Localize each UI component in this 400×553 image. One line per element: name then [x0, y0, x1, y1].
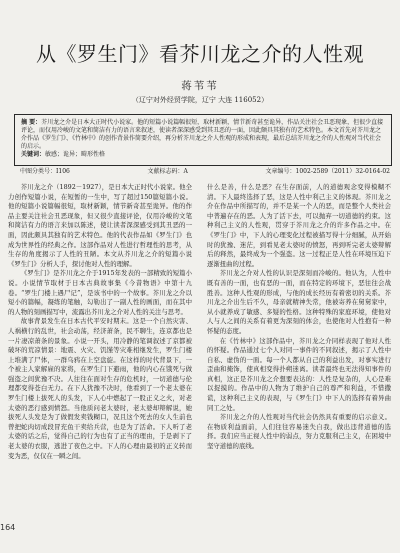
abstract-text: 芥川龙之介是日本大正时代小说家。他的短篇小说篇幅很短，取材新颖，情节新奇甚至诡异，作品关注社会丑恶现象，但很少直接评论，而仅用冷峻的文笔和简洁有力的语言来叙述，使读者深深感受到其丑恶的一面，因此颇具其独有的艺术特色。本文首先对芥川龙之介作品《罗生门》、《竹林中》的创作背景作简要介绍，再分析芥川龙之介人性观的形成和表现，最后总结芥川龙之介的人性观对当代社会的启示。	[21, 119, 384, 150]
keywords-label: 关键词：	[21, 151, 46, 158]
body-column-right	[207, 183, 391, 548]
keywords-line	[21, 151, 385, 159]
body-paragraph: 芥川龙之介的人性观对当代社会仍然具有重要的启示意义。在物质利益面前，人们往往容易迷失自我，做出违背道德的选择。我们应当正视人性中的弱点，努力克服利己主义，在困境中坚守道德的底线。	[207, 413, 391, 451]
clc-number: 中图分类号：I106	[20, 168, 70, 175]
body-paragraph: 《罗生门》是芥川龙之介于1915年发表的一部精致的短篇小说。小说情节取材于日本古典故事集《今昔物语》中第十九卷。“罗生门楼上遇尸记”，是该书中的一个故事。芥川龙之介以短小的篇幅，凝练的笔触，勾勒出了一副人性的画面，而在其中的人物的刻画描写中，流露出芥川龙之介对人性的关注与思考。	[8, 269, 192, 316]
body-paragraph: 什么是善，什么是恶？在生存面前，人的道德观念变得模糊不清。下人最终选择了恶，这是人性中利己主义的体现。芥川龙之介在作品中所描写的，并不是某一个人的恶，而是整个人类社会中普遍存在的恶。人为了活下去，可以抛弃一切道德的约束。这种利己主义的人性观，贯穿于芥川龙之介的许多作品之中。在《罗生门》中，下人的心理变化过程被描写得十分细腻，从开始时的犹豫、迷茫，到看见老太婆时的愤怒，再到听完老太婆辩解后的释然，最终成为一个强盗。这一过程正是人性在环境压迫下逐渐扭曲的过程。	[207, 183, 391, 268]
body-column-left	[8, 183, 192, 548]
author-name: 蒋苇苇	[181, 80, 219, 92]
body-paragraph: 芥川龙之介（1892－1927），是日本大正时代小说家。他全力创作短篇小说，在短暂的一生中，写了超过150篇短篇小说。他的短篇小说篇幅很短，取材新颖，情节新奇甚至诡异。他的作品主要关注社会丑恶现象，但又很少直接评论，仅用冷峻的文笔和简洁有力的语言来加以陈述，使让读者深深感受到其丑恶的一面，因此颇具其独有的艺术特色。他的代表作品如《罗生门》也成为世界性的经典之作。这部作品对人性进行哲理性的思考，从生存的角度揭示了人性的丑陋。本文从芥川龙之介的短篇小说《罗生门》分析人手，探讨他对人性的理解。	[8, 183, 192, 268]
abstract-paragraph	[21, 119, 385, 151]
body-paragraph: 在《竹林中》这部作品中，芥川龙之介同样表现了他对人性的怀疑。作品通过七个人对同一事件的不同叙述，揭示了人性中自私、虚伪的一面。每一个人都从自己的利益出发，对事实进行歪曲和掩饰，使真相变得扑朔迷离。读者最终也无法得知事件的真相，这正是芥川龙之介想要表达的：人性是复杂的，人心是难以捉摸的。作品中的人物为了维护自己的尊严和利益，不惜撒谎，这种利己主义的表现，与《罗生门》中下人的选择有着异曲同工之处。	[207, 336, 391, 412]
abstract-label: 摘 要：	[21, 119, 42, 126]
article-title: 从《罗生门》看芥川龙之介的人性观	[36, 42, 364, 66]
keywords-text: 敏感；诡异；畸形性格	[45, 151, 106, 158]
document-code: 文献标志码：A	[147, 168, 188, 175]
page-number: 164	[0, 523, 16, 532]
body-paragraph: 故事背景发生在日本古代平安时期末。这是一个自然灾害、人祸横行的乱世，社会动荡，经济萧条，民不聊生，连京都也是一片凄凉萧条的景象。小说一开头，用冷静的笔调叙述了京都被破坏的荒凉情景：地震、火灾、饥馑等灾难相继发生，罗生门楼上堆满了尸体，一群乌鸦在上空盘旋。在这样的时代背景下，一个被主人家解雇的家将，在罗生门下避雨，他的内心在饿死与做强盗之间犹豫不决。人往往在面对生存的危机时，一切道德与伦理都变得苍白无力。在下人犹豫不决时，他看到了一个老太婆在罗生门楼上拔死人的头发，下人心中燃起了一股正义之火，对老太婆的恶行感到愤怒。当他质问老太婆时，老太婆却辩解说，她拔死人头发是为了做假发卖钱糊口，况且这个死去的女人生前也曾把蛇肉切成段冒充鱼干卖给兵营，也是为了活命。下人听了老太婆的话之后，觉得自己的行为也有了正当的理由，于是剥下了老太婆的衣服，逃进了夜色之中。下人的心理由最初的正义转而变为恶，仅仅在一瞬之间。	[8, 317, 192, 460]
abstract-box	[14, 114, 392, 166]
author-affiliation: （辽宁对外经贸学院，辽宁 大连 116052）	[131, 96, 269, 104]
body-paragraph: 芥川龙之介对人性的认识是深刻而冷峻的。他认为，人性中既有善的一面，也有恶的一面，而在特定的环境下，恶往往会战胜善。这种人性观的形成，与他的成长经历有着密切的关系。芥川龙之介出生后不久，母亲就精神失常，他被寄养在舅舅家中，从小就养成了敏感、多疑的性格。这种特殊的家庭环境，使他对人与人之间的关系有着更为深刻的体会，也使他对人性抱有一种怀疑的态度。	[207, 269, 391, 335]
article-number: 文章编号：1002-2589（2011）32-0164-02	[265, 168, 390, 175]
publication-meta	[20, 168, 390, 176]
